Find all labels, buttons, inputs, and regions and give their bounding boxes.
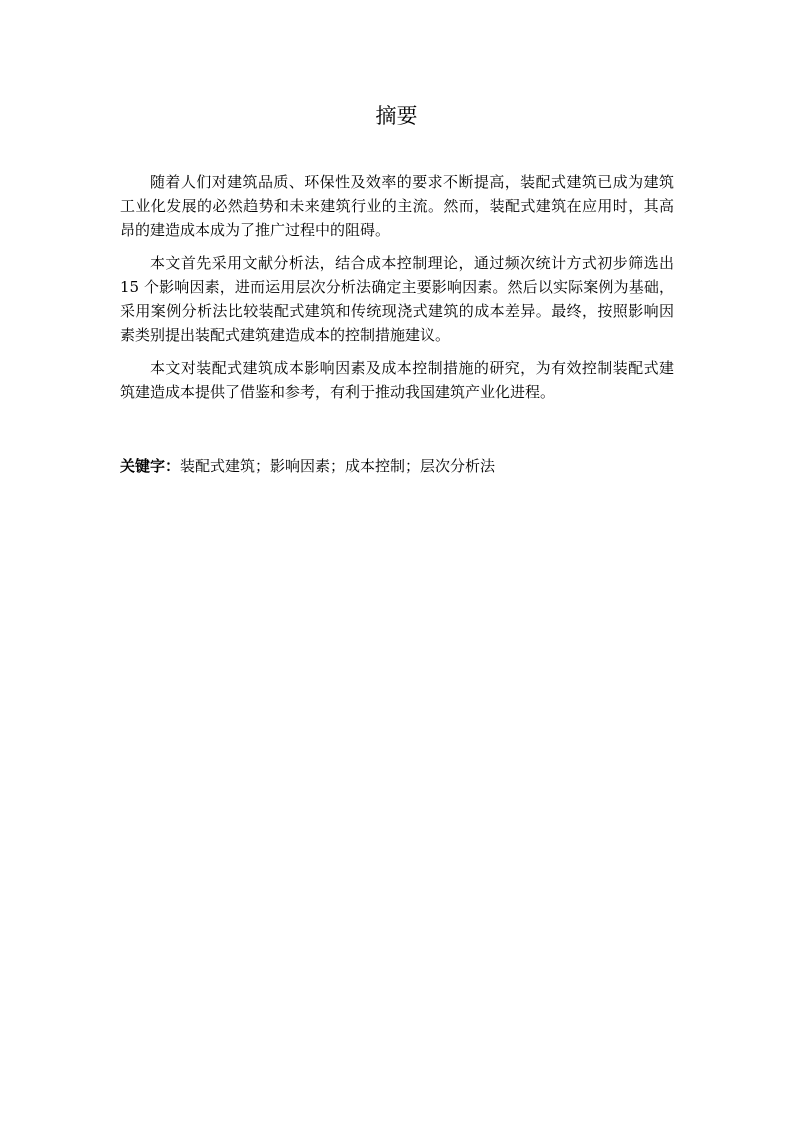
keywords-line	[120, 454, 674, 478]
abstract-paragraph-3: 本文对装配式建筑成本影响因素及成本控制措施的研究，为有效控制装配式建筑建造成本提供了借鉴和参考，有利于推动我国建筑产业化进程。	[120, 359, 674, 401]
page-title: 摘要	[375, 104, 418, 128]
keywords-label: 关键字：	[120, 457, 181, 475]
abstract-paragraph-2: 本文首先采用文献分析法，结合成本控制理论，通过频次统计方式初步筛选出 15 个影响因素，进而运用层次分析法确定主要影响因素。然后以实际案例为基础，采用案例分析法比较装配式建筑和传统现浇式建筑的成本差异。最终，按照影响因素类别提出装配式建筑建造成本的控制措施建议。	[120, 254, 674, 344]
keywords-value: 装配式建筑；影响因素；成本控制；层次分析法	[180, 457, 496, 475]
abstract-body	[120, 170, 674, 413]
abstract-paragraph-1: 随着人们对建筑品质、环保性及效率的要求不断提高，装配式建筑已成为建筑工业化发展的必然趋势和未来建筑行业的主流。然而，装配式建筑在应用时，其高昂的建造成本成为了推广过程中的阻碍。	[120, 173, 674, 239]
